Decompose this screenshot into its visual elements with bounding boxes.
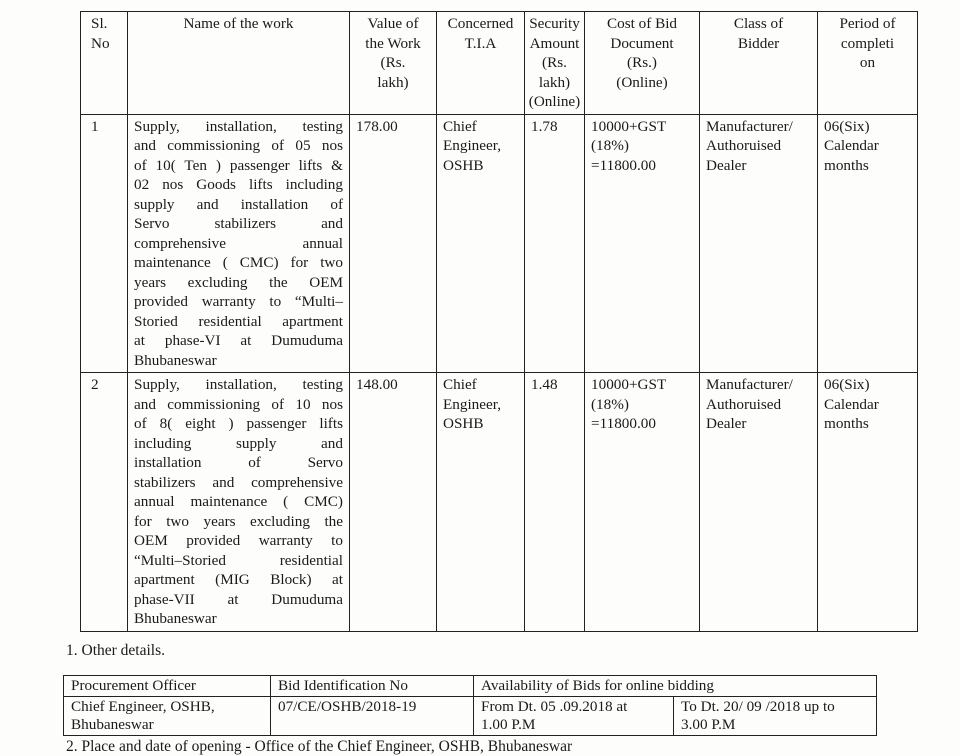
row-name-of-work xyxy=(128,114,350,373)
name-line: maintenance ( CMC) for two xyxy=(134,254,343,271)
name-line: and commissioning of 05 nos xyxy=(134,137,343,154)
row-class: Manufacturer/ Authoruised Dealer xyxy=(700,114,818,373)
header-cost: Cost of Bid Document (Rs.) (Online) xyxy=(585,12,700,115)
place-date-opening-text: 2. Place and date of opening - Office of the Chief Engineer, OSHB, Bhubaneswar xyxy=(66,738,573,755)
row-period: 06(Six) Calendar months xyxy=(818,114,918,373)
header-name-of-work: Name of the work xyxy=(128,12,350,115)
name-line: of 10( Ten ) passenger lifts & xyxy=(134,156,343,174)
name-line: Bhubaneswar xyxy=(134,610,217,627)
other-details-table xyxy=(63,675,877,736)
row-name-of-work xyxy=(128,373,350,632)
name-line: OEM provided warranty to xyxy=(134,532,343,549)
header-security: Security Amount (Rs. lakh) (Online) xyxy=(525,12,585,115)
row-period: 06(Six) Calendar months xyxy=(818,373,918,632)
row-tia: Chief Engineer, OSHB xyxy=(437,373,525,632)
header-procurement-officer: Procurement Officer xyxy=(64,676,271,697)
header-period: Period of completi on xyxy=(818,12,918,115)
table-row xyxy=(81,114,918,373)
name-line: installation of Servo xyxy=(134,454,343,471)
name-line: Supply, installation, testing xyxy=(134,117,343,135)
name-line: at phase-VI at Dumuduma xyxy=(134,332,343,349)
header-tia: Concerned T.I.A xyxy=(437,12,525,115)
name-line: and commissioning of 10 nos xyxy=(134,395,343,413)
name-line: supply and installation of xyxy=(134,195,343,213)
row-value: 178.00 xyxy=(350,114,437,373)
name-line: stabilizers and comprehensive xyxy=(134,473,343,491)
header-sl-no: Sl. No xyxy=(81,12,128,115)
name-line: including supply and xyxy=(134,434,343,452)
name-line: Storied residential apartment xyxy=(134,312,343,330)
availability-from: From Dt. 05 .09.2018 at 1.00 P.M xyxy=(474,697,674,736)
other-details-row xyxy=(64,697,877,736)
name-line: 02 nos Goods lifts including xyxy=(134,176,343,193)
name-line: Bhubaneswar xyxy=(134,351,217,369)
name-line: for two years excluding the xyxy=(134,512,343,530)
name-line: apartment (MIG Block) at xyxy=(134,571,343,588)
row-sl: 1 xyxy=(81,114,128,373)
row-security: 1.78 xyxy=(525,114,585,373)
bid-identification-value: 07/CE/OSHB/2018-19 xyxy=(271,697,474,736)
name-line: annual maintenance ( CMC) xyxy=(134,493,343,510)
name-line: provided warranty to “Multi– xyxy=(134,293,343,310)
row-security: 1.48 xyxy=(525,373,585,632)
header-value: Value of the Work (Rs. lakh) xyxy=(350,12,437,115)
other-details-heading: 1. Other details. xyxy=(66,642,166,659)
row-cost: 10000+GST (18%) =11800.00 xyxy=(585,114,700,373)
row-class: Manufacturer/ Authoruised Dealer xyxy=(700,373,818,632)
procurement-officer-value: Chief Engineer, OSHB, Bhubaneswar xyxy=(64,697,271,736)
name-line: Supply, installation, testing xyxy=(134,376,343,393)
header-bid-identification: Bid Identification No xyxy=(271,676,474,697)
row-tia: Chief Engineer, OSHB xyxy=(437,114,525,373)
header-class: Class of Bidder xyxy=(700,12,818,115)
availability-to: To Dt. 20/ 09 /2018 up to 3.00 P.M xyxy=(674,697,877,736)
name-line: Servo stabilizers and xyxy=(134,215,343,232)
works-table xyxy=(80,11,918,632)
row-sl: 2 xyxy=(81,373,128,632)
name-line: of 8( eight ) passenger lifts xyxy=(134,415,343,432)
table-row xyxy=(81,373,918,632)
name-line: years excluding the OEM xyxy=(134,273,343,291)
row-cost: 10000+GST (18%) =11800.00 xyxy=(585,373,700,632)
name-line: “Multi–Storied residential xyxy=(134,551,343,569)
row-value: 148.00 xyxy=(350,373,437,632)
name-line: phase-VII at Dumuduma xyxy=(134,590,343,608)
other-details-header-row xyxy=(64,676,877,697)
table-header-row xyxy=(81,12,918,115)
header-availability: Availability of Bids for online bidding xyxy=(474,676,877,697)
name-line: comprehensive annual xyxy=(134,234,343,252)
